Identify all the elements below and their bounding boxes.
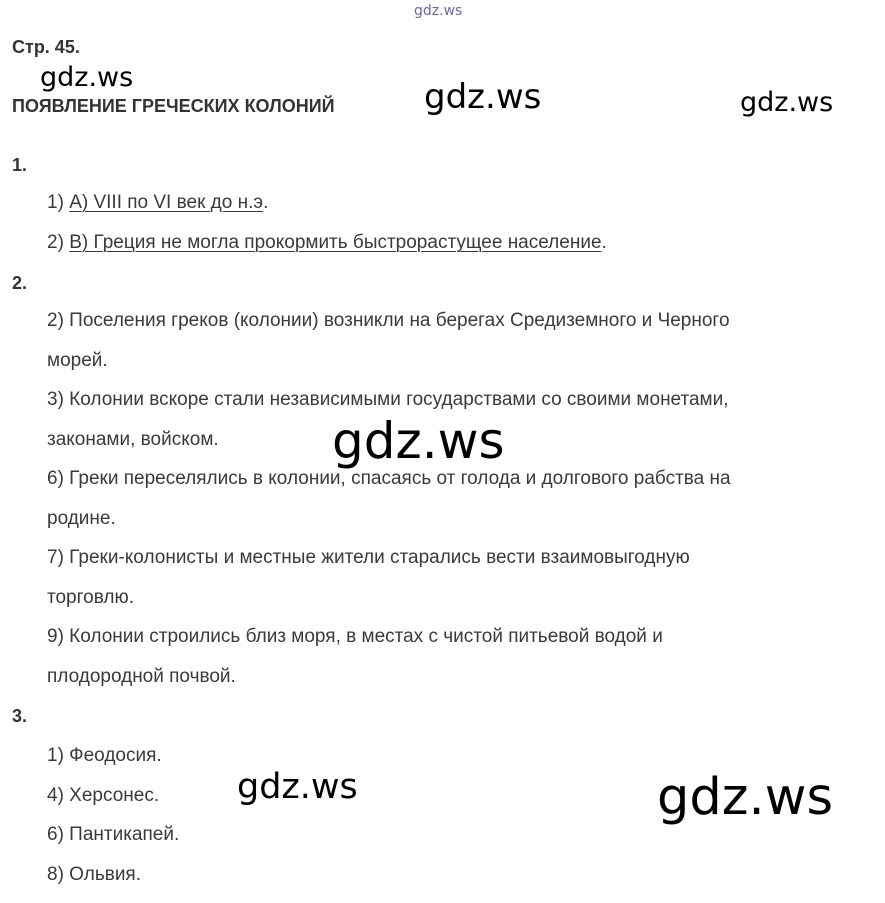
list-item-line: законами, войском.	[47, 429, 219, 450]
watermark-title: gdz.ws	[424, 77, 542, 117]
list-item	[47, 192, 268, 214]
section-number: 1.	[12, 155, 28, 175]
section-number: 2.	[12, 273, 28, 293]
list-item-line: родине.	[47, 508, 116, 529]
list-item-line: 7) Греки-колонисты и местные жители старались вести взаимовыгодную	[47, 547, 690, 568]
list-item-line: торговлю.	[47, 587, 134, 608]
answer-text: В) Греция не могла прокормить быстрорастущее население	[69, 232, 602, 253]
watermark-right-header: gdz.ws	[740, 87, 834, 118]
list-item-line: морей.	[47, 350, 108, 371]
watermark-top: gdz.ws	[414, 3, 463, 19]
page-reference: Стр. 45.	[12, 37, 80, 57]
page-title: ПОЯВЛЕНИЕ ГРЕЧЕСКИХ КОЛОНИЙ	[12, 96, 335, 116]
list-item	[47, 232, 607, 254]
item-suffix: .	[263, 192, 269, 213]
watermark-bottom-left: gdz.ws	[237, 767, 358, 807]
list-item: 6) Пантикапей.	[47, 824, 180, 845]
watermark-middle: gdz.ws	[332, 412, 505, 470]
list-item: 8) Ольвия.	[47, 864, 141, 885]
list-item-line: плодородной почвой.	[47, 666, 236, 687]
list-item-line: 9) Колонии строились близ моря, в местах с чистой питьевой водой и	[47, 626, 663, 647]
section-number: 3.	[12, 706, 28, 726]
answer-text: А) VIII по VI век до н.э	[69, 192, 264, 213]
list-item-line: 2) Поселения греков (колонии) возникли на берегах Средиземного и Черного	[47, 310, 730, 331]
list-item: 1) Феодосия.	[47, 745, 162, 766]
item-suffix: .	[601, 232, 607, 253]
list-item: 4) Херсонес.	[47, 785, 160, 806]
list-item-line: 3) Колонии вскоре стали независимыми государствами со своими монетами,	[47, 389, 729, 410]
item-prefix: 2)	[47, 232, 70, 253]
item-prefix: 1)	[47, 192, 70, 213]
watermark-left-header: gdz.ws	[40, 62, 134, 93]
list-item-line: 6) Греки переселялись в колонии, спасаясь от голода и долгового рабства на	[47, 468, 731, 489]
watermark-bottom-right: gdz.ws	[657, 768, 834, 827]
